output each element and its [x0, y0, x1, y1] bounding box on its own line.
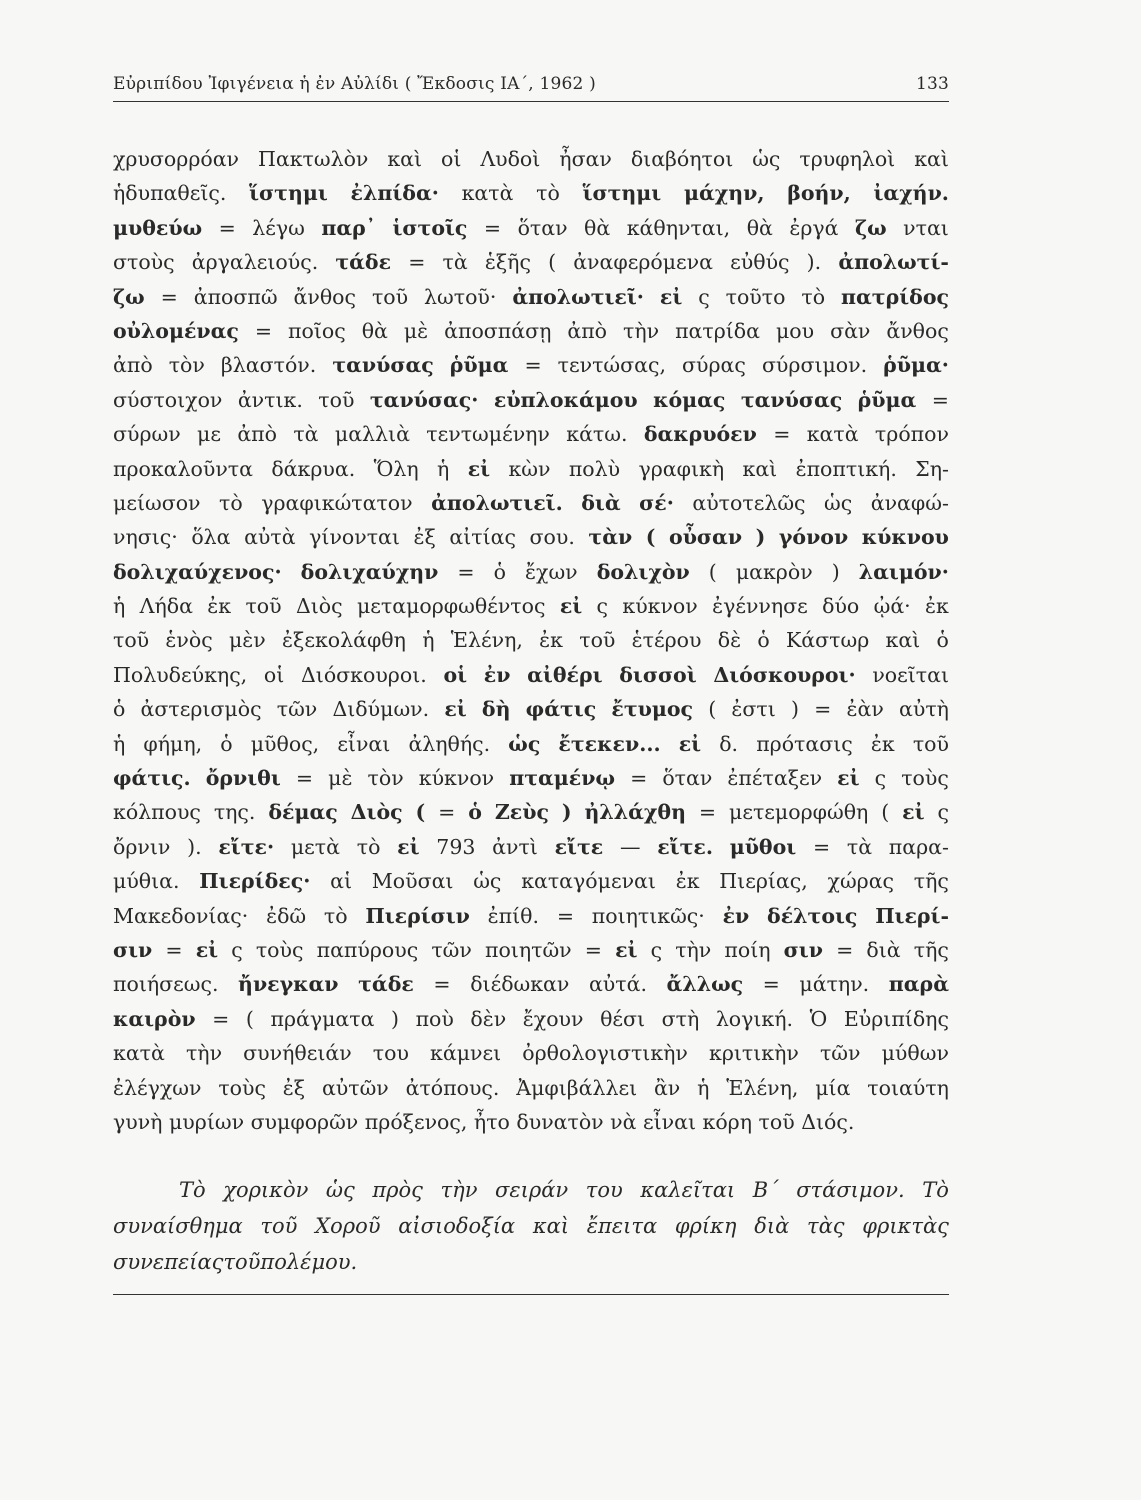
note-line: συνεπείας τοῦ πολέμου. [113, 1250, 358, 1274]
text-line: ἐλέγχων τοὺς ἐξ αὐτῶν ἀτόπους. Ἀμφιβάλλει ἂν ἡ Ἑλένη, μία τοιαύτη [113, 1075, 949, 1100]
text-line: γυνὴ μυρίων συμφορῶν πρόξενος, ἦτο δυνατὸν νὰ εἶναι κόρη τοῦ Διός. [113, 1109, 855, 1134]
header-rule [113, 101, 949, 102]
text-line: σύστοιχον ἀντικ. τοῦ τανύσας· εὐπλοκάμου κόμας τανύσας ῥῦμα = [113, 387, 949, 412]
text-line: μύθια. Πιερίδες· αἱ Μοῦσαι ὡς καταγόμεναι ἐκ Πιερίας, χώρας τῆς [113, 869, 949, 894]
text-line: ἀπὸ τὸν βλαστόν. τανύσας ῥῦμα = τεντώσας, σύρας σύρσιμον. ῥῦμα· [113, 353, 949, 378]
running-title: Εὐριπίδου Ἰφιγένεια ἡ ἐν Αὐλίδι ( Ἔκδοσις ΙΑ΄, 1962 ) [113, 74, 597, 94]
text-line: φάτις. ὄρνιθι = μὲ τὸν κύκνον πταμένῳ = ὅταν ἐπέταξεν εἰ ς τοὺς [113, 766, 949, 791]
page-number: 133 [915, 74, 949, 94]
text-line: Πολυδεύκης, οἱ Διόσκουροι. οἱ ἐν αἰθέρι δισσοὶ Διόσκουροι· νοεῖται [113, 662, 949, 687]
text-line: ὁ ἀστερισμὸς τῶν Διδύμων. εἰ δὴ φάτις ἔτυμος ( ἐστι ) = ἐὰν αὐτὴ [113, 697, 949, 722]
text-line: ἡ φήμη, ὁ μῦθος, εἶναι ἀληθής. ὡς ἔτεκεν... εἰ δ. πρότασις ἐκ τοῦ [113, 731, 949, 756]
italic-note [113, 1172, 949, 1280]
text-line: νησις· ὅλα αὐτὰ γίνονται ἐξ αἰτίας σου. τὰν ( οὖσαν ) γόνον κύκνου [113, 525, 949, 550]
text-line: ἡ Λήδα ἐκ τοῦ Διὸς μεταμορφωθέντος εἰ ς κύκνον ἐγέννησε δύο ᾠά· ἐκ [113, 594, 949, 619]
note-line: συναίσθημα τοῦ Χοροῦ αἰσιοδοξία καὶ ἔπειτα φρίκη διὰ τὰς φρικτὰς [113, 1214, 949, 1238]
text-line: καιρὸν = ( πράγματα ) ποὺ δὲν ἔχουν θέσι στὴ λογική. Ὁ Εὐριπίδης [113, 1006, 949, 1031]
text-line: ἡδυπαθεῖς. ἵστημι ἐλπίδα· κατὰ τὸ ἵστημι μάχην, βοήν, ἰαχήν. [113, 181, 949, 206]
text-line: μυθεύω = λέγω παρ᾽ ἱστοῖς = ὅταν θὰ κάθηνται, θὰ ἐργά ζω νται [113, 215, 949, 240]
text-line: ποιήσεως. ἤνεγκαν τάδε = διέδωκαν αὐτά. ἄλλως = μάτην. παρὰ [113, 972, 949, 997]
text-line: Μακεδονίας· ἐδῶ τὸ Πιερίσιν ἐπίθ. = ποιητικῶς· ἐν δέλτοις Πιερί- [113, 903, 949, 928]
text-line: σύρων με ἀπὸ τὰ μαλλιὰ τεντωμένην κάτω. δακρυόεν = κατὰ τρόπον [113, 422, 949, 447]
note-line: Τὸ χορικὸν ὡς πρὸς τὴν σειράν του καλεῖται Β΄ στάσιμον. Τὸ [179, 1178, 949, 1202]
text-line: τοῦ ἑνὸς μὲν ἐξεκολάφθη ἡ Ἑλένη, ἐκ τοῦ ἑτέρου δὲ ὁ Κάστωρ καὶ ὁ [113, 628, 949, 653]
text-line: δολιχαύχενος· δολιχαύχην = ὁ ἔχων δολιχὸν ( μακρὸν ) λαιμόν· [113, 559, 949, 584]
text-line: στοὺς ἀργαλειούς. τάδε = τὰ ἑξῆς ( ἀναφερόμενα εὐθύς ). ἀπολωτί- [113, 250, 949, 275]
running-header [113, 74, 949, 100]
text-line: ὄρνιν ). εἴτε· μετὰ τὸ εἰ 793 ἀντὶ εἴτε — εἴτε. μῦθοι = τὰ παρα- [113, 834, 949, 859]
text-line: κατὰ τὴν συνήθειάν του κάμνει ὀρθολογιστικὴν κριτικὴν τῶν μύθων [113, 1041, 949, 1066]
text-line: χρυσορρόαν Πακτωλὸν καὶ οἱ Λυδοὶ ἦσαν διαβόητοι ὡς τρυφηλοὶ καὶ [113, 147, 949, 171]
text-line: οὐλομένας = ποῖος θὰ μὲ ἀποσπάσῃ ἀπὸ τὴν πατρίδα μου σὰν ἄνθος [113, 318, 949, 343]
text-line: προκαλοῦντα δάκρυα. Ὅλη ἡ εἰ κὼν πολὺ γραφικὴ καὶ ἐποπτική. Ση- [113, 456, 949, 481]
text-line: ζω = ἀποσπῶ ἄνθος τοῦ λωτοῦ· ἀπολωτιεῖ· εἰ ς τοῦτο τὸ πατρίδος [113, 284, 949, 309]
commentary-text [113, 142, 949, 1139]
text-line: σιν = εἰ ς τοὺς παπύρους τῶν ποιητῶν = εἰ ς τὴν ποίη σιν = διὰ τῆς [113, 937, 949, 962]
text-line: κόλπους της. δέμας Διὸς ( = ὁ Ζεὺς ) ἠλλάχθη = μετεμορφώθη ( εἰ ς [113, 800, 949, 825]
text-line: μείωσον τὸ γραφικώτατον ἀπολωτιεῖ. διὰ σέ· αὐτοτελῶς ὡς ἀναφώ- [113, 490, 949, 515]
footer-rule [113, 1294, 949, 1295]
